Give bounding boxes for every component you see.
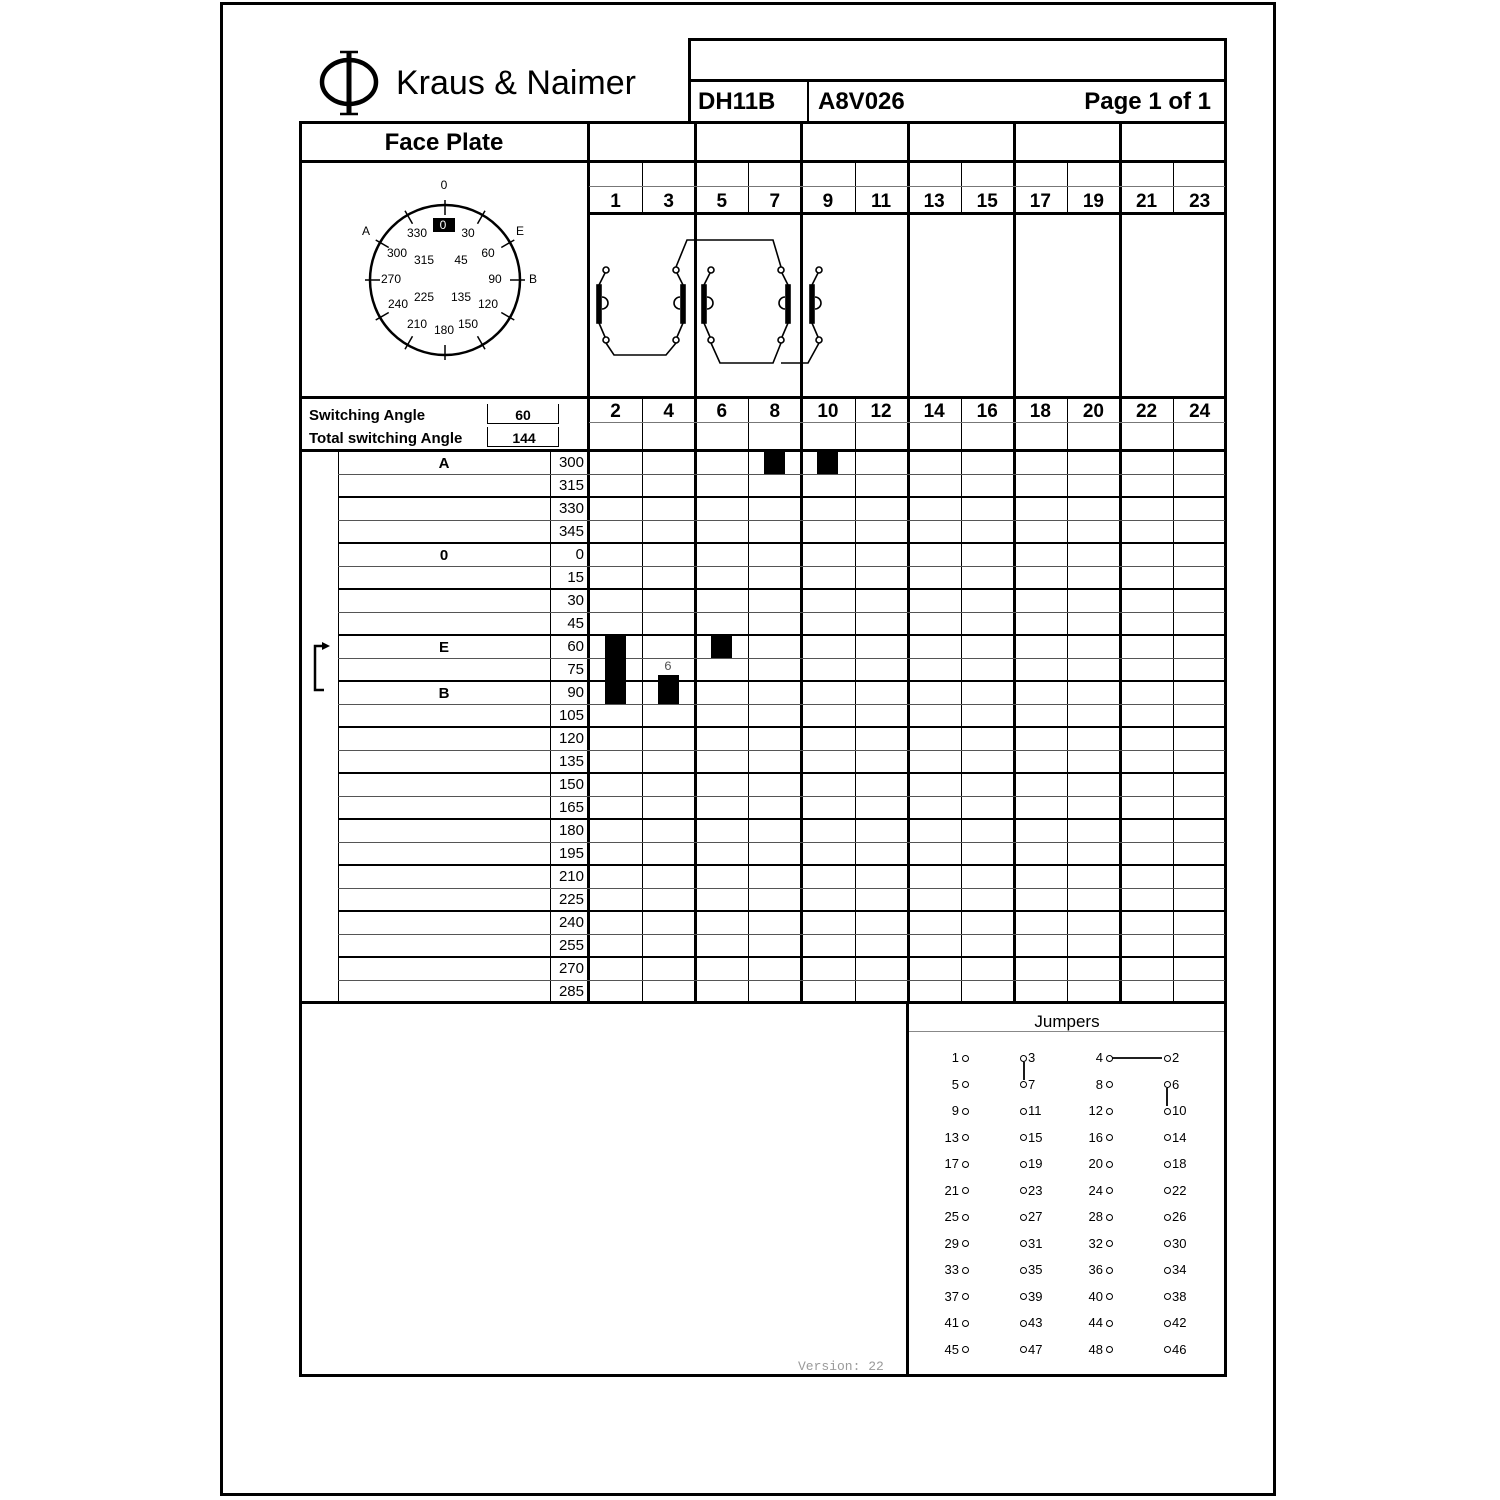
jumper-terminal-label: 8: [1095, 1076, 1103, 1092]
position-angle: 300: [558, 454, 584, 471]
terminal-top-17: 17: [1029, 191, 1051, 212]
phi-logo-icon: [318, 48, 384, 118]
dial-number: 30: [461, 226, 475, 240]
closed-contact-mark: [711, 636, 732, 658]
position-angle: 330: [558, 500, 584, 517]
terminal-bottom-14: 14: [923, 401, 945, 422]
terminal-top-23: 23: [1189, 191, 1211, 212]
terminal-bottom-12: 12: [870, 401, 892, 422]
jumper-terminal-label: 36: [1088, 1262, 1103, 1277]
drawing-code: A8V026: [818, 88, 905, 115]
jumper-terminal-label: 39: [1028, 1288, 1043, 1304]
jumper-terminal-label: 11: [1028, 1103, 1042, 1118]
jumper-terminal-label: 31: [1028, 1235, 1043, 1251]
jumper-terminal-label: 42: [1172, 1315, 1187, 1330]
jumper-terminal-icon: [1164, 1320, 1171, 1327]
jumper-terminal-label: 25: [944, 1209, 959, 1224]
terminal-bottom-18: 18: [1029, 401, 1051, 422]
terminal-top-3: 3: [663, 191, 674, 212]
jumper-terminal-label: 21: [944, 1182, 959, 1198]
terminal-bottom-22: 22: [1135, 401, 1158, 422]
jumper-terminal-label: 24: [1088, 1182, 1103, 1198]
terminal-bottom-8: 8: [769, 401, 781, 422]
position-label: 0: [439, 547, 449, 564]
terminal-bottom-4: 4: [663, 401, 674, 422]
position-angle: 0: [575, 546, 584, 563]
position-angle: 105: [558, 707, 584, 724]
position-angle: 240: [558, 914, 584, 931]
jumper-terminal-label: 14: [1172, 1129, 1187, 1145]
position-angle: 180: [558, 822, 584, 839]
dial-number: 90: [488, 272, 502, 286]
position-angle: 345: [558, 523, 584, 540]
terminal-bottom-10: 10: [817, 401, 839, 422]
outer-label-a: A: [361, 224, 371, 238]
jumper-terminal-label: 22: [1172, 1182, 1187, 1198]
position-angle: 135: [558, 753, 584, 770]
dial-number: 240: [387, 297, 409, 311]
dial-number: 180: [433, 323, 455, 337]
terminal-top-15: 15: [976, 191, 998, 212]
jumper-terminal-icon: [1164, 1187, 1171, 1194]
jumper-terminal-icon: [962, 1293, 969, 1300]
jumper-terminal-icon: [1106, 1267, 1113, 1274]
jumper-terminal-label: 35: [1028, 1262, 1043, 1277]
jumper-terminal-icon: [1020, 1214, 1027, 1221]
terminal-top-5: 5: [716, 191, 728, 212]
jumper-wires: [900, 1040, 1220, 1140]
jumper-terminal-label: 3: [1028, 1050, 1036, 1065]
jumper-terminal-icon: [1164, 1214, 1171, 1221]
jumper-terminal-label: 12: [1088, 1103, 1103, 1118]
position-angle: 75: [567, 661, 584, 678]
page-indicator: Page 1 of 1: [1084, 88, 1211, 115]
position-angle: 60: [567, 638, 584, 655]
contact-schematic: [590, 215, 840, 395]
position-label: A: [438, 455, 450, 472]
jumper-terminal-label: 19: [1028, 1156, 1043, 1171]
jumper-terminal-icon: [1106, 1346, 1113, 1353]
jumper-terminal-label: 37: [944, 1288, 959, 1304]
jumper-terminal-label: 9: [951, 1103, 959, 1118]
jumper-terminal-label: 32: [1088, 1235, 1103, 1251]
position-angle: 195: [558, 845, 584, 862]
jumper-terminal-label: 2: [1172, 1050, 1180, 1065]
jumper-terminal-icon: [1020, 1267, 1027, 1274]
jumper-terminal-label: 40: [1088, 1288, 1103, 1304]
jumper-terminal-icon: [1106, 1214, 1113, 1221]
dial-number: 210: [406, 317, 428, 331]
position-angle: 270: [558, 960, 584, 977]
jumper-terminal-label: 43: [1028, 1315, 1043, 1330]
position-angle: 210: [558, 868, 584, 885]
jumper-terminal-icon: [962, 1320, 969, 1327]
jumper-terminal-label: 5: [951, 1076, 959, 1092]
jumper-terminal-icon: [962, 1240, 969, 1247]
jumper-terminal-label: 20: [1088, 1156, 1103, 1171]
closed-contact-mark: [817, 452, 838, 474]
jumper-terminal-icon: [962, 1187, 969, 1194]
jumper-terminal-label: 44: [1088, 1315, 1103, 1330]
jumper-terminal-label: 1: [951, 1050, 959, 1065]
terminal-bottom-2: 2: [610, 401, 621, 422]
jumper-terminal-label: 38: [1172, 1288, 1187, 1304]
jumper-terminal-label: 23: [1028, 1182, 1043, 1198]
jumper-terminal-icon: [1164, 1240, 1171, 1247]
jumper-terminal-label: 26: [1172, 1209, 1187, 1224]
jumper-terminal-icon: [1020, 1293, 1027, 1300]
jumper-terminal-icon: [1020, 1320, 1027, 1327]
terminal-bottom-20: 20: [1082, 401, 1105, 422]
terminal-top-7: 7: [769, 191, 781, 212]
position-angle: 120: [558, 730, 584, 747]
faceplate-dial: [302, 165, 587, 395]
jumper-terminal-icon: [962, 1267, 969, 1274]
jumper-terminal-label: 34: [1172, 1262, 1187, 1277]
jumper-terminal-icon: [1164, 1267, 1171, 1274]
dial-marker: 0: [439, 218, 447, 232]
terminal-top-9: 9: [822, 191, 834, 212]
position-angle: 15: [567, 569, 584, 586]
jumper-terminal-label: 7: [1028, 1076, 1036, 1092]
terminal-bottom-24: 24: [1189, 401, 1211, 422]
dial-number: 60: [481, 246, 495, 260]
dial-number: 270: [380, 272, 402, 286]
jumper-terminal-label: 28: [1088, 1209, 1103, 1224]
jumper-terminal-label: 46: [1172, 1341, 1187, 1357]
brand-name: Kraus & Naimer: [396, 64, 636, 102]
outer-label-e: E: [515, 224, 525, 238]
jumper-terminal-label: 30: [1172, 1235, 1187, 1251]
jumper-terminal-label: 47: [1028, 1341, 1043, 1357]
jumper-terminal-icon: [1164, 1346, 1171, 1353]
outer-label-0: 0: [440, 178, 448, 192]
jumpers-title: Jumpers: [1034, 1012, 1100, 1031]
jumper-terminal-icon: [1164, 1293, 1171, 1300]
total-switching-angle-value: 144: [512, 430, 536, 446]
jumper-terminal-label: 6: [1172, 1076, 1180, 1092]
position-angle: 285: [558, 983, 584, 1000]
position-angle: 255: [558, 937, 584, 954]
terminal-bottom-16: 16: [976, 401, 998, 422]
dial-number: 315: [413, 253, 435, 267]
jumper-terminal-label: 45: [944, 1341, 959, 1357]
closed-contact-mark: [764, 452, 785, 474]
jumper-terminal-icon: [1020, 1161, 1027, 1168]
terminal-top-1: 1: [610, 191, 621, 212]
position-label: B: [438, 685, 450, 702]
position-angle: 225: [558, 891, 584, 908]
jumper-terminal-icon: [1106, 1161, 1113, 1168]
jumper-terminal-icon: [962, 1346, 969, 1353]
position-angle: 150: [558, 776, 584, 793]
jumper-terminal-label: 16: [1088, 1129, 1103, 1145]
dial-number: 225: [413, 290, 435, 304]
dial-number: 330: [406, 226, 428, 240]
position-angle: 30: [567, 592, 584, 609]
jumper-terminal-icon: [1106, 1320, 1113, 1327]
jumper-terminal-label: 27: [1028, 1209, 1043, 1224]
stop-bracket-icon: [308, 636, 338, 696]
jumper-terminal-label: 10: [1172, 1103, 1187, 1118]
jumper-terminal-label: 18: [1172, 1156, 1187, 1171]
switching-angle-value: 60: [515, 407, 531, 423]
terminal-top-13: 13: [923, 191, 945, 212]
jumper-terminal-icon: [1106, 1240, 1113, 1247]
closed-contact-mark: [658, 675, 679, 704]
jumper-terminal-label: 13: [944, 1129, 959, 1145]
total-switching-angle-label: Total switching Angle: [309, 430, 463, 447]
jumper-terminal-label: 33: [944, 1262, 959, 1277]
jumper-terminal-icon: [1106, 1293, 1113, 1300]
terminal-top-19: 19: [1082, 191, 1105, 212]
dial-number: 300: [386, 246, 408, 260]
jumper-terminal-icon: [1106, 1187, 1113, 1194]
switching-angle-label: Switching Angle: [309, 407, 426, 424]
position-angle: 315: [558, 477, 584, 494]
jumper-terminal-label: 15: [1028, 1129, 1043, 1145]
jumper-terminal-label: 48: [1088, 1341, 1103, 1357]
dial-number: 120: [477, 297, 499, 311]
faceplate-title: Face Plate: [384, 129, 504, 156]
jumper-terminal-label: 17: [944, 1156, 959, 1171]
terminal-bottom-6: 6: [716, 401, 728, 422]
position-angle: 45: [567, 615, 584, 632]
terminal-top-11: 11: [871, 191, 892, 212]
position-angle: 165: [558, 799, 584, 816]
jumper-terminal-icon: [1020, 1346, 1027, 1353]
jumper-terminal-icon: [1020, 1240, 1027, 1247]
position-label: E: [438, 639, 450, 656]
closed-contact-mark: [605, 636, 626, 704]
outer-label-b: B: [528, 272, 538, 286]
jumper-terminal-label: 29: [944, 1235, 959, 1251]
jumper-terminal-icon: [1164, 1161, 1171, 1168]
dial-number: 150: [457, 317, 479, 331]
jumper-terminal-label: 41: [944, 1315, 959, 1330]
dial-number: 45: [454, 253, 468, 267]
chart-note: 6: [664, 659, 672, 674]
dial-number: 135: [450, 290, 472, 304]
terminal-top-21: 21: [1135, 191, 1158, 212]
model-number: DH11B: [698, 88, 776, 115]
position-angle: 90: [567, 684, 584, 701]
version-label: Version: 22: [798, 1359, 884, 1374]
jumper-terminal-icon: [962, 1161, 969, 1168]
jumper-terminal-label: 4: [1095, 1050, 1103, 1065]
jumper-terminal-icon: [1020, 1187, 1027, 1194]
jumper-terminal-icon: [962, 1214, 969, 1221]
